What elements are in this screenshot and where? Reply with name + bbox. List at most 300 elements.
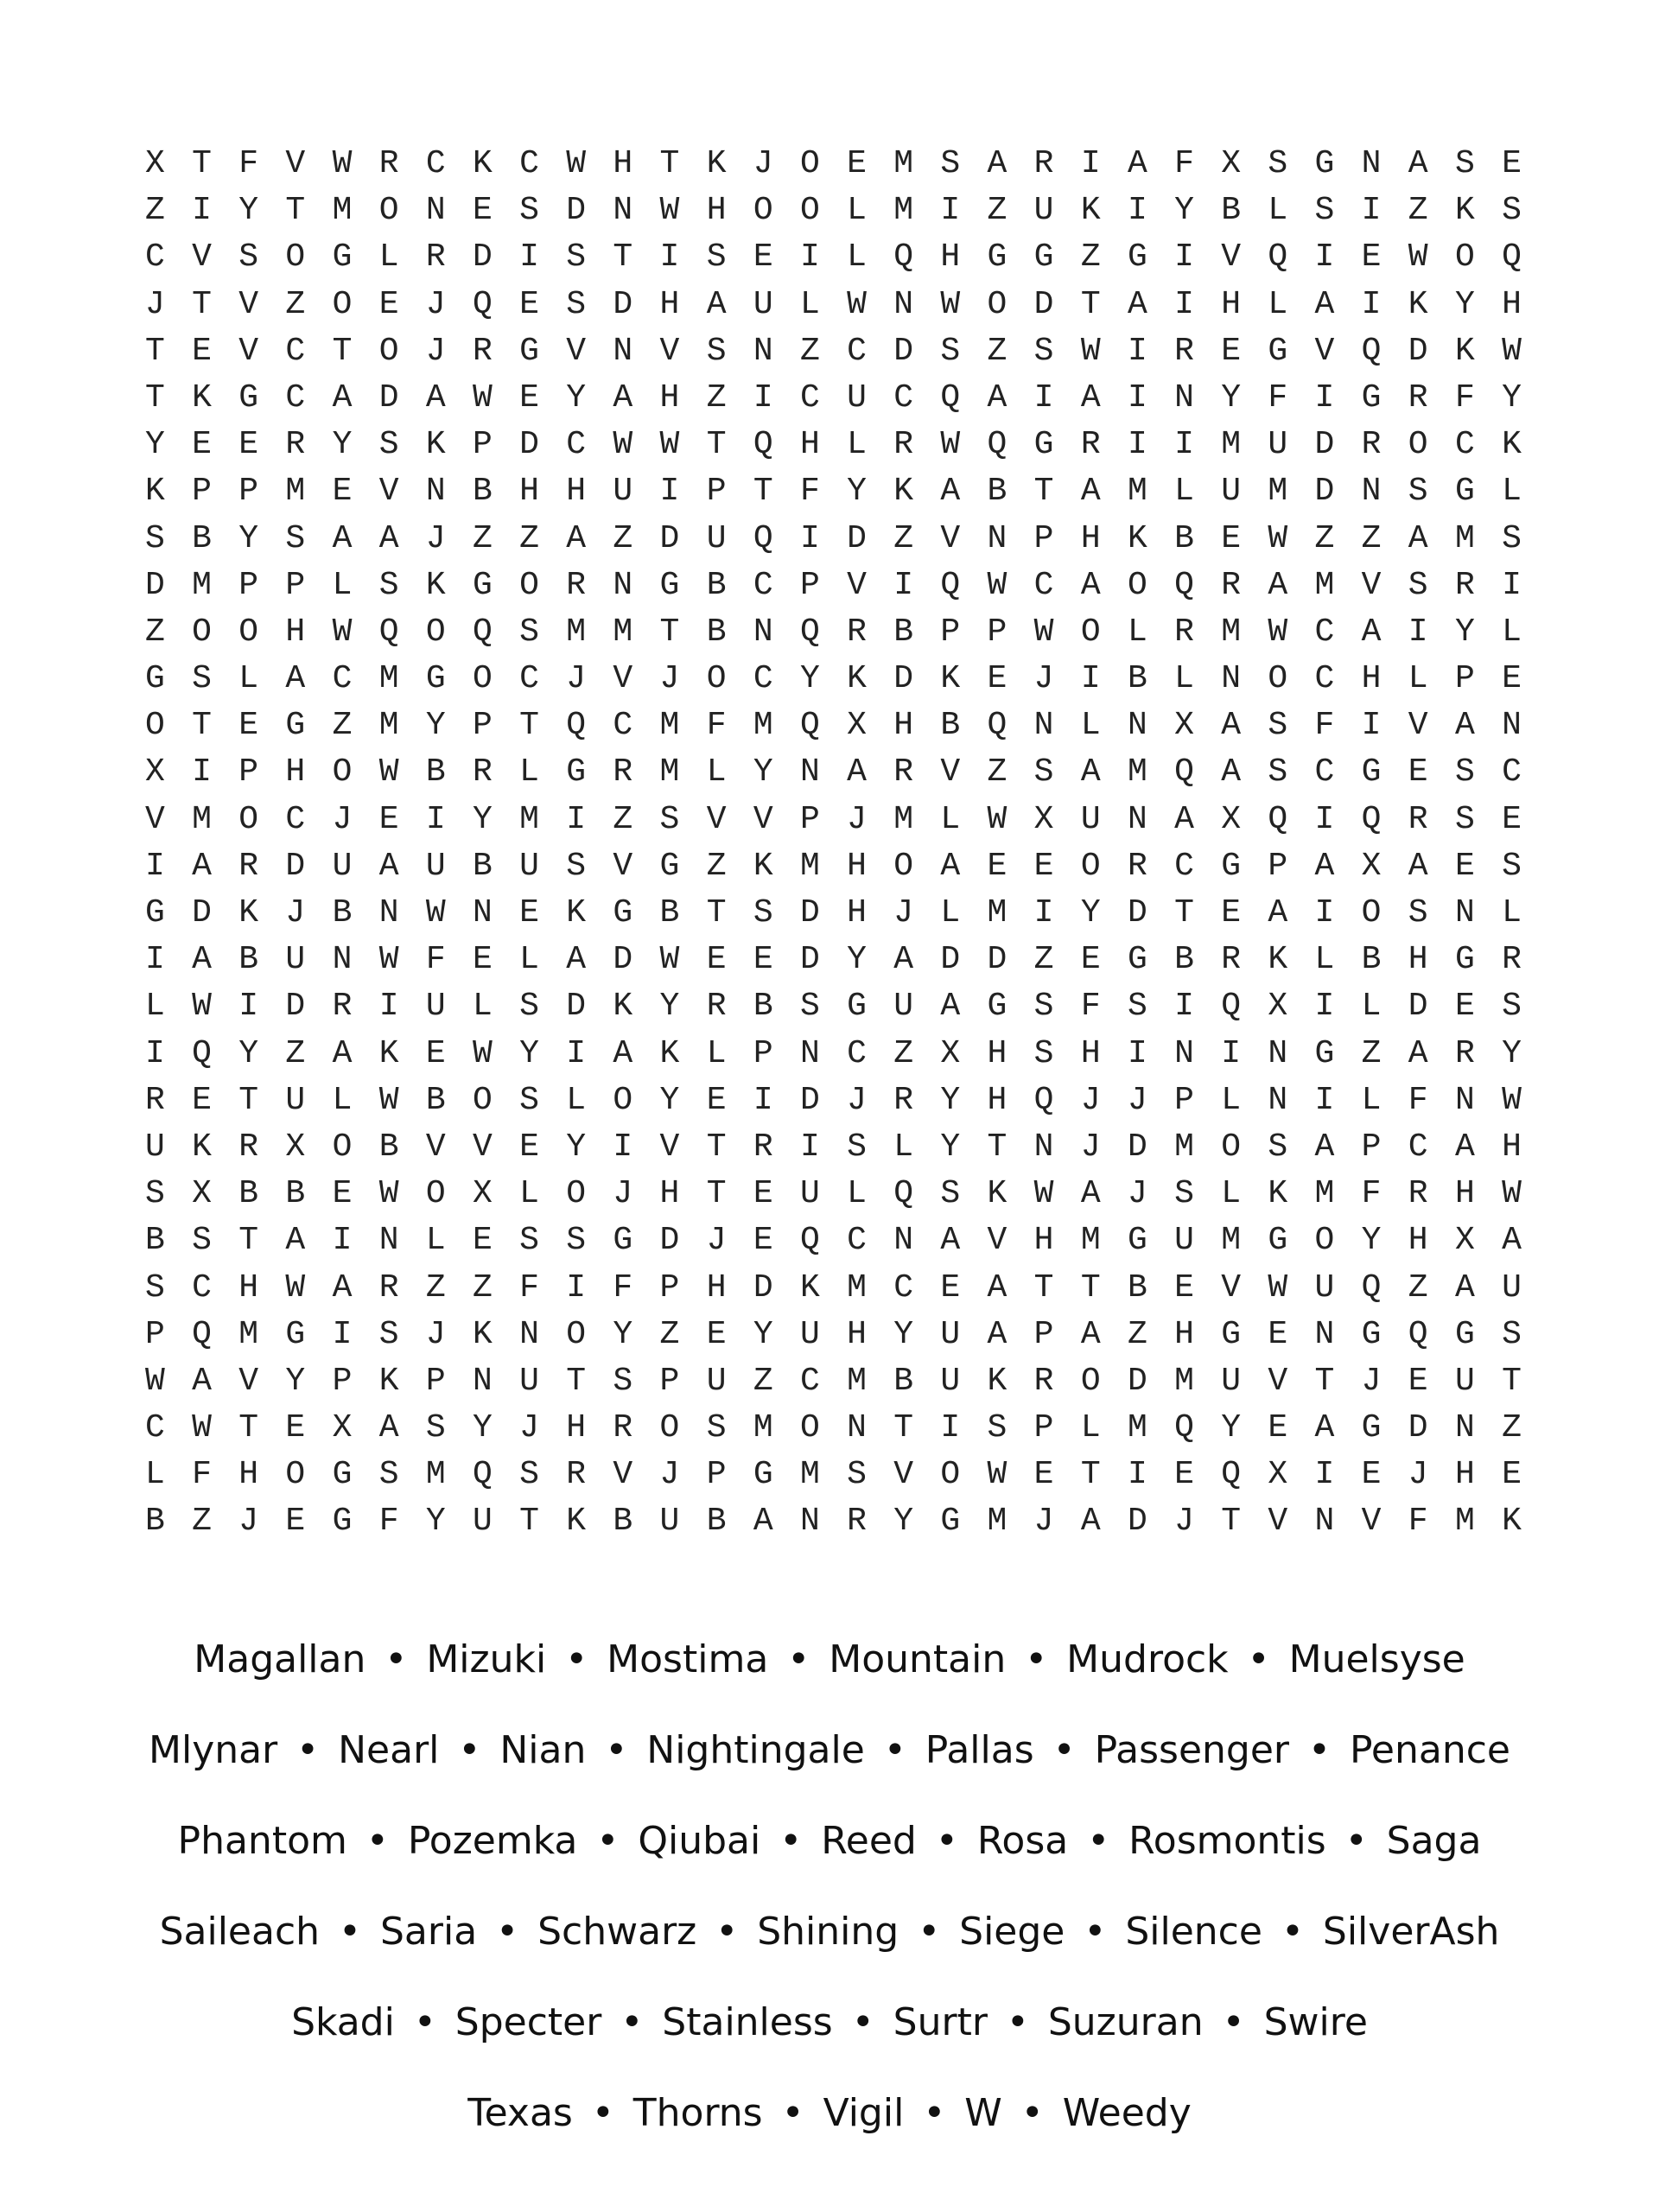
grid-letter: Z <box>145 192 165 230</box>
grid-letter: U <box>425 847 446 885</box>
search-word: Specter <box>454 2000 602 2044</box>
grid-letter: T <box>659 145 680 182</box>
grid-letter: R <box>1127 847 1147 885</box>
grid-letter: O <box>1361 894 1382 931</box>
grid-letter: G <box>1268 1222 1288 1260</box>
grid-letter: T <box>1502 1362 1522 1400</box>
grid-letter: Z <box>987 753 1007 791</box>
grid-letter: X <box>192 1175 212 1213</box>
bullet-separator: • <box>339 1910 361 1954</box>
grid-letter: J <box>1127 1081 1147 1119</box>
grid-letter: I <box>1408 613 1428 651</box>
grid-letter: X <box>145 145 165 182</box>
grid-letter: N <box>893 285 914 323</box>
grid-letter: U <box>799 1175 820 1213</box>
grid-letter: E <box>378 285 399 323</box>
grid-letter: W <box>425 894 446 931</box>
grid-letter: L <box>893 1128 914 1166</box>
grid-letter: A <box>1314 285 1335 323</box>
grid-letter: I <box>1127 426 1147 464</box>
grid-letter: Y <box>1454 613 1475 651</box>
grid-letter: Q <box>1174 753 1194 791</box>
search-word: Suzuran <box>1047 2000 1204 2044</box>
grid-letter: A <box>1080 753 1101 791</box>
grid-letter: K <box>1268 1175 1288 1213</box>
grid-row <box>145 188 1548 234</box>
grid-letter: P <box>425 1362 446 1400</box>
grid-letter: Q <box>472 613 493 651</box>
grid-letter: D <box>987 941 1007 979</box>
grid-letter: H <box>1080 1034 1101 1072</box>
grid-letter: A <box>566 519 587 557</box>
grid-letter: Q <box>940 566 961 604</box>
grid-letter: G <box>659 566 680 604</box>
grid-letter: O <box>893 847 914 885</box>
grid-letter: C <box>566 426 587 464</box>
grid-letter: M <box>1127 1409 1147 1447</box>
grid-letter: Y <box>238 1034 259 1072</box>
grid-letter: W <box>1080 332 1101 370</box>
grid-letter: I <box>799 238 820 276</box>
grid-letter: Y <box>425 1503 446 1541</box>
grid-letter: O <box>799 145 820 182</box>
grid-letter: S <box>847 1128 867 1166</box>
grid-letter: D <box>566 988 587 1026</box>
bullet-separator: • <box>413 2000 436 2044</box>
grid-letter: A <box>1408 519 1428 557</box>
grid-letter: K <box>566 1503 587 1541</box>
grid-letter: B <box>706 1503 727 1541</box>
grid-letter: T <box>1033 473 1054 511</box>
grid-letter: Q <box>472 285 493 323</box>
grid-letter: Q <box>987 426 1007 464</box>
grid-letter: R <box>1502 941 1522 979</box>
grid-letter: E <box>238 707 259 745</box>
grid-letter: A <box>1080 1175 1101 1213</box>
grid-letter: Q <box>1174 566 1194 604</box>
grid-letter: J <box>425 332 446 370</box>
grid-letter: M <box>1454 519 1475 557</box>
grid-letter: L <box>566 1081 587 1119</box>
grid-letter: I <box>1174 238 1194 276</box>
grid-letter: N <box>799 1034 820 1072</box>
grid-letter: D <box>192 894 212 931</box>
grid-letter: E <box>472 1222 493 1260</box>
search-word: Muelsyse <box>1288 1637 1465 1681</box>
grid-letter: B <box>472 847 493 885</box>
grid-letter: H <box>566 473 587 511</box>
bullet-separator: • <box>1087 1819 1110 1863</box>
grid-letter: W <box>472 1034 493 1072</box>
grid-letter: B <box>285 1175 306 1213</box>
grid-letter: I <box>566 800 587 838</box>
grid-letter: Q <box>753 519 773 557</box>
grid-letter: I <box>1221 1034 1242 1072</box>
grid-letter: O <box>472 660 493 698</box>
grid-letter: D <box>1408 332 1428 370</box>
grid-letter: T <box>566 1362 587 1400</box>
grid-letter: H <box>1033 1222 1054 1260</box>
grid-letter: Z <box>145 613 165 651</box>
search-word: Thorns <box>632 2091 763 2135</box>
grid-letter: C <box>893 378 914 416</box>
bullet-separator: • <box>296 1728 320 1772</box>
grid-letter: Q <box>1361 1268 1382 1306</box>
word-list-line <box>0 1977 1659 2068</box>
grid-letter: G <box>1268 332 1288 370</box>
grid-letter: U <box>332 847 353 885</box>
grid-letter: L <box>1174 473 1194 511</box>
search-word: Shining <box>757 1910 899 1954</box>
grid-letter: N <box>753 613 773 651</box>
grid-letter: T <box>1314 1362 1335 1400</box>
grid-letter: U <box>893 988 914 1026</box>
grid-letter: J <box>1174 1503 1194 1541</box>
grid-letter: E <box>1454 847 1475 885</box>
search-word: Mostima <box>607 1637 769 1681</box>
grid-letter: B <box>332 894 353 931</box>
grid-letter: S <box>799 988 820 1026</box>
grid-letter: V <box>378 473 399 511</box>
grid-letter: I <box>1502 566 1522 604</box>
grid-letter: S <box>519 1456 539 1494</box>
grid-letter: C <box>847 332 867 370</box>
grid-letter: H <box>987 1081 1007 1119</box>
search-word: Mlynar <box>149 1728 278 1772</box>
grid-letter: I <box>1033 378 1054 416</box>
grid-letter: E <box>1221 332 1242 370</box>
grid-letter: I <box>192 753 212 791</box>
grid-letter: I <box>145 941 165 979</box>
grid-letter: S <box>566 238 587 276</box>
grid-row <box>145 890 1548 937</box>
grid-letter: S <box>566 847 587 885</box>
grid-letter: L <box>706 1034 727 1072</box>
grid-letter: I <box>332 1222 353 1260</box>
grid-letter: O <box>238 613 259 651</box>
grid-letter: V <box>987 1222 1007 1260</box>
grid-letter: R <box>1408 1175 1428 1213</box>
grid-letter: G <box>332 1456 353 1494</box>
grid-letter: N <box>1174 1034 1194 1072</box>
grid-letter: E <box>706 1315 727 1353</box>
grid-letter: S <box>613 1362 633 1400</box>
grid-letter: T <box>1080 1268 1101 1306</box>
grid-letter: R <box>893 753 914 791</box>
grid-letter: C <box>1314 753 1335 791</box>
grid-letter: T <box>192 707 212 745</box>
grid-letter: L <box>1080 1409 1101 1447</box>
grid-letter: E <box>519 378 539 416</box>
grid-letter: L <box>847 238 867 276</box>
grid-letter: Y <box>472 800 493 838</box>
grid-letter: A <box>1454 1128 1475 1166</box>
grid-letter: O <box>1080 1362 1101 1400</box>
grid-letter: P <box>238 753 259 791</box>
grid-letter: V <box>847 566 867 604</box>
grid-letter: J <box>285 894 306 931</box>
grid-letter: R <box>378 145 399 182</box>
bullet-separator: • <box>605 1728 628 1772</box>
bullet-separator: • <box>1020 2091 1044 2135</box>
grid-letter: Z <box>1080 238 1101 276</box>
grid-letter: V <box>472 1128 493 1166</box>
grid-letter: M <box>893 145 914 182</box>
grid-letter: M <box>1221 613 1242 651</box>
grid-letter: S <box>753 894 773 931</box>
grid-letter: P <box>472 707 493 745</box>
grid-letter: G <box>613 1222 633 1260</box>
grid-letter: X <box>472 1175 493 1213</box>
grid-letter: K <box>940 660 961 698</box>
grid-letter: R <box>425 238 446 276</box>
grid-letter: G <box>1221 847 1242 885</box>
grid-row <box>145 422 1548 468</box>
grid-letter: X <box>1454 1222 1475 1260</box>
grid-letter: Y <box>753 1315 773 1353</box>
grid-letter: Z <box>1033 941 1054 979</box>
grid-letter: S <box>145 519 165 557</box>
grid-letter: J <box>659 1456 680 1494</box>
grid-letter: E <box>753 238 773 276</box>
grid-letter: Z <box>1314 519 1335 557</box>
grid-letter: Q <box>1502 238 1522 276</box>
grid-letter: N <box>378 894 399 931</box>
grid-letter: E <box>1502 1456 1522 1494</box>
grid-letter: W <box>940 285 961 323</box>
search-word: Reed <box>821 1819 917 1863</box>
grid-letter: A <box>987 1315 1007 1353</box>
grid-letter: Y <box>285 1362 306 1400</box>
grid-letter: H <box>1408 941 1428 979</box>
grid-letter: Q <box>799 613 820 651</box>
grid-letter: S <box>1268 707 1288 745</box>
grid-letter: V <box>613 660 633 698</box>
grid-letter: U <box>285 941 306 979</box>
grid-letter: W <box>659 426 680 464</box>
grid-letter: E <box>940 1268 961 1306</box>
grid-letter: Z <box>1408 1268 1428 1306</box>
grid-letter: O <box>1127 566 1147 604</box>
grid-letter: W <box>145 1362 165 1400</box>
grid-letter: S <box>145 1268 165 1306</box>
grid-letter: S <box>706 238 727 276</box>
grid-letter: V <box>425 1128 446 1166</box>
grid-letter: M <box>987 894 1007 931</box>
grid-letter: H <box>1221 285 1242 323</box>
grid-row <box>145 609 1548 656</box>
grid-letter: E <box>1502 145 1522 182</box>
search-word: Nightingale <box>646 1728 865 1772</box>
grid-letter: M <box>799 1456 820 1494</box>
grid-letter: Z <box>1408 192 1428 230</box>
grid-letter: J <box>1033 1503 1054 1541</box>
search-word: Passenger <box>1094 1728 1289 1772</box>
grid-letter: R <box>893 1081 914 1119</box>
grid-letter: I <box>1033 894 1054 931</box>
grid-letter: I <box>659 238 680 276</box>
grid-letter: Q <box>192 1315 212 1353</box>
grid-letter: R <box>472 332 493 370</box>
grid-letter: I <box>1314 1081 1335 1119</box>
grid-letter: M <box>192 800 212 838</box>
grid-letter: C <box>285 800 306 838</box>
grid-letter: T <box>332 332 353 370</box>
search-word: Silence <box>1125 1910 1262 1954</box>
grid-letter: F <box>1174 145 1194 182</box>
grid-letter: Y <box>332 426 353 464</box>
grid-letter: H <box>1408 1222 1428 1260</box>
grid-letter: H <box>238 1456 259 1494</box>
grid-letter: N <box>425 192 446 230</box>
grid-letter: V <box>145 800 165 838</box>
grid-letter: S <box>192 660 212 698</box>
grid-letter: J <box>238 1503 259 1541</box>
grid-letter: S <box>1033 988 1054 1026</box>
grid-letter: C <box>847 1222 867 1260</box>
grid-letter: A <box>285 660 306 698</box>
grid-letter: B <box>893 1362 914 1400</box>
grid-letter: L <box>1361 1081 1382 1119</box>
grid-letter: N <box>519 1315 539 1353</box>
grid-letter: S <box>1408 566 1428 604</box>
grid-letter: G <box>659 847 680 885</box>
grid-letter: R <box>847 1503 867 1541</box>
grid-letter: F <box>425 941 446 979</box>
grid-letter: Z <box>613 519 633 557</box>
grid-letter: Y <box>613 1315 633 1353</box>
bullet-separator: • <box>935 1819 958 1863</box>
grid-letter: S <box>192 1222 212 1260</box>
grid-letter: U <box>847 378 867 416</box>
grid-letter: I <box>566 1268 587 1306</box>
grid-letter: Q <box>893 238 914 276</box>
grid-letter: J <box>425 285 446 323</box>
grid-letter: W <box>987 566 1007 604</box>
grid-letter: G <box>238 378 259 416</box>
grid-letter: N <box>1454 1409 1475 1447</box>
grid-row <box>145 516 1548 563</box>
grid-letter: M <box>1174 1362 1194 1400</box>
grid-letter: Y <box>1502 378 1522 416</box>
grid-row <box>145 702 1548 749</box>
grid-letter: V <box>706 800 727 838</box>
grid-letter: T <box>192 285 212 323</box>
grid-letter: J <box>613 1175 633 1213</box>
grid-letter: L <box>1502 473 1522 511</box>
grid-letter: V <box>659 1128 680 1166</box>
grid-letter: O <box>799 192 820 230</box>
grid-letter: P <box>1454 660 1475 698</box>
grid-letter: P <box>987 613 1007 651</box>
grid-letter: H <box>659 285 680 323</box>
grid-letter: H <box>519 473 539 511</box>
grid-letter: P <box>192 473 212 511</box>
grid-letter: V <box>940 753 961 791</box>
grid-letter: W <box>1268 519 1288 557</box>
grid-letter: C <box>519 660 539 698</box>
grid-letter: D <box>799 1081 820 1119</box>
grid-letter: X <box>1221 145 1242 182</box>
grid-row <box>145 1405 1548 1452</box>
grid-letter: E <box>472 941 493 979</box>
grid-letter: S <box>1502 988 1522 1026</box>
grid-letter: O <box>987 285 1007 323</box>
search-word: Surtr <box>893 2000 988 2044</box>
grid-letter: Q <box>1174 1409 1194 1447</box>
grid-letter: T <box>519 707 539 745</box>
search-word: Skadi <box>291 2000 395 2044</box>
grid-row <box>145 328 1548 375</box>
grid-letter: R <box>1408 378 1428 416</box>
grid-letter: D <box>566 192 587 230</box>
grid-letter: M <box>1221 1222 1242 1260</box>
grid-letter: C <box>285 332 306 370</box>
grid-letter: B <box>238 941 259 979</box>
grid-letter: L <box>940 800 961 838</box>
grid-letter: J <box>425 519 446 557</box>
grid-letter: P <box>659 1268 680 1306</box>
grid-letter: F <box>238 145 259 182</box>
grid-letter: L <box>1221 1175 1242 1213</box>
grid-letter: S <box>847 1456 867 1494</box>
grid-letter: K <box>192 1128 212 1166</box>
grid-letter: Y <box>145 426 165 464</box>
grid-letter: B <box>706 566 727 604</box>
grid-letter: U <box>1221 473 1242 511</box>
bullet-separator: • <box>1344 1819 1368 1863</box>
grid-letter: A <box>940 847 961 885</box>
search-word: Qiubai <box>638 1819 761 1863</box>
grid-letter: V <box>238 332 259 370</box>
grid-letter: S <box>145 1175 165 1213</box>
bullet-separator: • <box>851 2000 874 2044</box>
grid-letter: A <box>378 1409 399 1447</box>
grid-letter: D <box>659 1222 680 1260</box>
grid-letter: Z <box>472 1268 493 1306</box>
grid-letter: S <box>519 613 539 651</box>
grid-letter: I <box>145 847 165 885</box>
grid-letter: H <box>1361 660 1382 698</box>
grid-letter: G <box>1454 1315 1475 1353</box>
grid-letter: E <box>519 285 539 323</box>
grid-letter: K <box>987 1362 1007 1400</box>
grid-letter: H <box>659 1175 680 1213</box>
grid-letter: A <box>893 941 914 979</box>
grid-letter: B <box>238 1175 259 1213</box>
grid-letter: D <box>613 941 633 979</box>
grid-letter: A <box>1454 1268 1475 1306</box>
grid-row <box>145 234 1548 281</box>
grid-letter: C <box>145 238 165 276</box>
grid-letter: N <box>613 332 633 370</box>
grid-letter: N <box>1314 1315 1335 1353</box>
grid-letter: C <box>1314 613 1335 651</box>
grid-letter: L <box>472 988 493 1026</box>
grid-letter: A <box>425 378 446 416</box>
grid-letter: C <box>893 1268 914 1306</box>
grid-letter: M <box>659 753 680 791</box>
grid-letter: K <box>1454 192 1475 230</box>
grid-letter: L <box>519 753 539 791</box>
grid-letter: C <box>1408 1128 1428 1166</box>
grid-letter: M <box>1127 753 1147 791</box>
grid-letter: T <box>192 145 212 182</box>
grid-letter: T <box>238 1409 259 1447</box>
grid-letter: W <box>1033 1175 1054 1213</box>
grid-letter: O <box>332 753 353 791</box>
grid-letter: V <box>192 238 212 276</box>
